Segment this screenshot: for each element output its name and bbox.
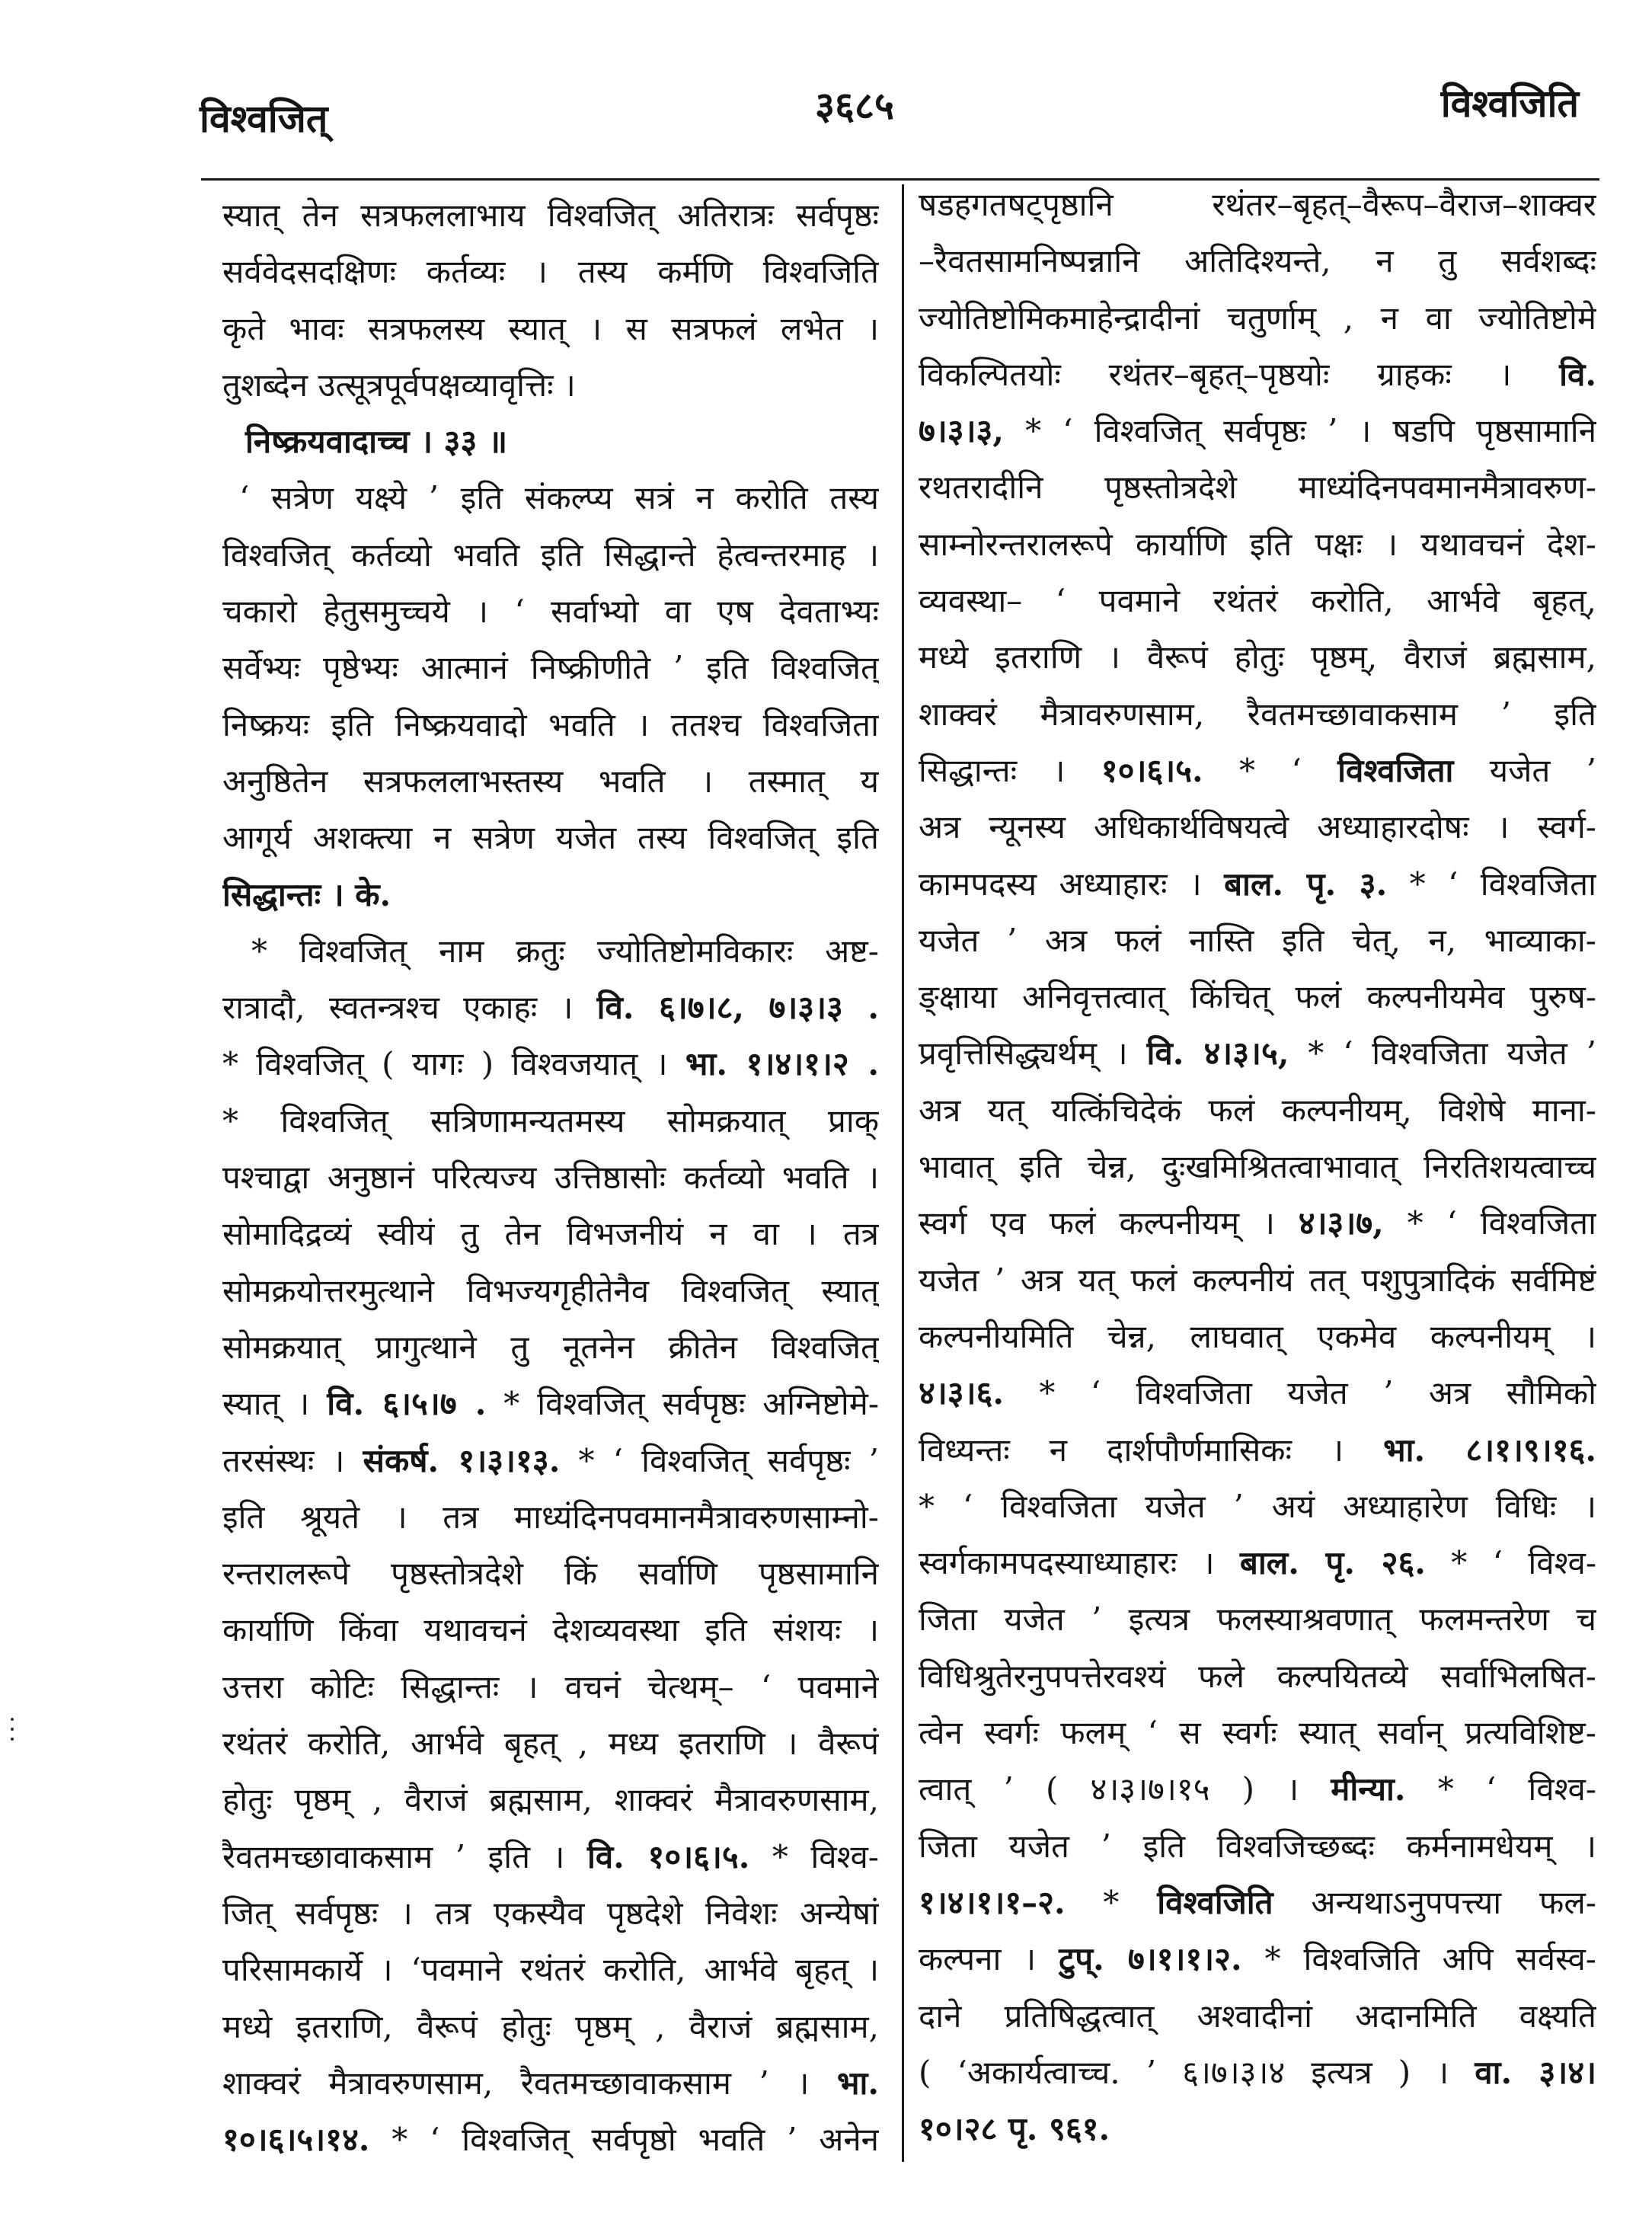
text-run: जित् सर्वपृष्ठः । तत्र एकस्यैव पृष्ठदेशे निवेशः अन्येषां: [222, 1894, 879, 1932]
bold-run: १०।६।५.: [1101, 751, 1203, 789]
text-run: अनुष्ठितेन सत्रफललाभस्तस्य भवति । तस्मात् य: [222, 762, 879, 800]
bold-run: बाल. पृ. २६.: [1239, 1544, 1426, 1582]
text-run: रथंतरं करोति, आर्भवे बृहत् , मध्य इतराणि । वैरूपं: [222, 1725, 879, 1763]
right-column-line: [919, 1195, 1596, 1252]
text-run: कल्पना ।: [919, 1940, 1059, 1978]
bold-run: वि.: [1559, 355, 1596, 393]
left-column-line: [222, 867, 879, 923]
right-column-line: [919, 1535, 1596, 1591]
bold-run: ४।३।६.: [919, 1374, 1004, 1412]
text-run: अत्र यत् यत्किंचिदेकं फलं कल्पनीयम्, विशेषे माना-: [919, 1091, 1596, 1129]
text-run: प्रवृत्तिसिद्ध्यर्थम् ।: [919, 1034, 1147, 1073]
left-column-line: [222, 640, 879, 696]
right-column-line: [919, 347, 1596, 403]
text-run: * विश्व-: [749, 1837, 879, 1875]
left-column-line: [222, 1659, 879, 1715]
text-run: मध्ये इतराणि । वैरूपं होतुः पृष्ठम्, वैराजं ब्रह्मसाम,: [919, 638, 1596, 676]
text-run: ( ‘अकार्यत्वाच्च. ’ ६।७।३।४ इत्यत्र ) ।: [919, 2053, 1475, 2091]
text-run: * विश्वजिति अपि सर्वस्व-: [1241, 1940, 1596, 1978]
running-head-right: विश्वजिति: [1440, 81, 1579, 126]
left-column-line: [222, 753, 879, 810]
right-column-line: [919, 516, 1596, 573]
right-column-line: [919, 177, 1596, 233]
text-run: रैवतमच्छावाकसाम ’ इति ।: [222, 1837, 587, 1875]
left-column-line: [222, 980, 879, 1036]
left-column-line: [222, 923, 879, 980]
right-column-line: [919, 1082, 1596, 1139]
text-run: स्वर्ग एव फलं कल्पनीयम् ।: [919, 1204, 1299, 1242]
text-run: * विश्वजित् ( यागः ) विश्वजयात् ।: [222, 1045, 685, 1083]
text-run: अन्यथाऽनुपपत्त्या फल-: [1273, 1883, 1596, 1921]
left-column: [222, 187, 879, 2168]
text-run: रात्रादौ, स्वतन्त्रश्च एकाहः ।: [222, 989, 597, 1027]
text-run: विध्यन्तः न दार्शपौर्णमासिकः ।: [919, 1431, 1384, 1469]
right-column-line: [919, 1761, 1596, 1818]
bold-run: १०।६।५।१४.: [222, 2121, 370, 2159]
left-column-line: [222, 584, 879, 640]
text-run: –रैवतसामनिष्पन्नानि अतिदिश्यन्ते, न तु सर्वशब्दः: [919, 242, 1596, 280]
right-column-line: [919, 1365, 1596, 1421]
text-run: भावात् इति चेन्न, दुःखमिश्रितत्वाभावात् निरतिशयत्वाच्च: [919, 1148, 1596, 1186]
left-column-line: [222, 697, 879, 753]
text-run: रन्तरालरूपे पृष्ठस्तोत्रदेशे किं सर्वाणि पृष्ठसामानि: [222, 1555, 879, 1593]
left-column-line: [222, 2112, 879, 2168]
left-column-line: [222, 1206, 879, 1262]
text-run: त्वेन स्वर्गः फलम् ‘ स स्वर्गः स्यात् सर्वान् प्रत्यविशिष्ट-: [919, 1714, 1596, 1752]
bold-run: वि. ४।३।५,: [1146, 1034, 1289, 1073]
text-run: रथतरादीनि पृष्ठस्तोत्रदेशे माध्यंदिनपवमानमैत्रावरुण-: [919, 468, 1596, 507]
column-divider: [902, 184, 904, 2162]
text-run: सर्ववेदसदक्षिणः कर्तव्यः । तस्य कर्मणि विश्वजिति: [222, 253, 879, 291]
text-run: सोमादिद्रव्यं स्वीयं तु तेन विभजनीयं न वा । तत्र: [222, 1215, 879, 1253]
text-run: * ‘ विश्वजिता यजेत ’ अत्र सौमिको: [1003, 1374, 1596, 1412]
bold-run: भा.: [836, 2064, 879, 2102]
text-run: * विश्वजित् सत्रिणामन्यतमस्य सोमक्रयात् प्राक्: [222, 1102, 879, 1140]
text-run: ङ्क्षाया अनिवृत्तत्वात् किंचित् फलं कल्पनीयमेव पुरुष-: [919, 978, 1596, 1016]
right-column-line: [919, 799, 1596, 855]
bold-run: ४।३।७,: [1298, 1204, 1384, 1242]
text-run: परिसामकार्ये । ‘पवमाने रथंतरं करोति, आर्भवे बृहत् ।: [222, 1951, 879, 1989]
bold-run: टुप्. ७।१।१।२.: [1059, 1940, 1242, 1978]
text-run: इति श्रूयते । तत्र माध्यंदिनपवमानमैत्रावरुणसाम्नो-: [222, 1498, 879, 1536]
right-column-line: [919, 856, 1596, 913]
text-run: सिद्धान्तः ।: [919, 751, 1101, 789]
left-column-line: [222, 1772, 879, 1828]
text-run: * ‘ विश्वजित् सर्वपृष्ठः ’ । षडपि पृष्ठसामानि: [1003, 412, 1596, 450]
bold-run: वि. ६।५।७ .: [327, 1385, 487, 1423]
text-run: * विश्वजित् सर्वपृष्ठः अग्निष्टोमे-: [486, 1385, 879, 1423]
right-column-line: [919, 573, 1596, 629]
right-column-line: [919, 459, 1596, 516]
text-run: ज्योतिष्टोमिकमाहेन्द्रादीनां चतुर्णाम् , न वा ज्योतिष्टोमे: [919, 299, 1596, 337]
text-run: कृते भावः सत्रफलस्य स्यात् । स सत्रफलं लभेत ।: [222, 309, 879, 347]
text-run: * ‘ विश्वजिता: [1383, 1204, 1596, 1242]
text-run: स्यात् तेन सत्रफललाभाय विश्वजित् अतिरात्रः सर्वपृष्ठः: [222, 197, 879, 234]
left-column-line: [222, 414, 879, 470]
text-run: * ‘ विश्वजित् सर्वपृष्ठो भवति ’ अनेन: [369, 2121, 879, 2159]
text-run: ‘ सत्रेण यक्ष्ये ’ इति संकल्प्य सत्रं न करोति तस्य: [239, 479, 879, 517]
text-run: * ‘ विश्वजित् सर्वपृष्ठः ’: [560, 1441, 879, 1479]
text-run: विकल्पितयोः रथंतर–बृहत्–पृष्ठयोः ग्राहकः ।: [919, 355, 1560, 393]
text-run: षडहगतषट्पृष्ठानि रथंतर–बृहत्–वैरूप–वैराज–शाक्वर: [919, 186, 1596, 223]
right-column-line: [919, 1705, 1596, 1761]
right-column-line: [919, 629, 1596, 686]
right-column-line: [919, 403, 1596, 459]
left-column-line: [222, 1376, 879, 1432]
text-run: * ‘ विश्वजिता यजेत ’: [1289, 1034, 1596, 1073]
left-column-line: [222, 2055, 879, 2112]
text-run: यजेत ’ अत्र फलं नास्ति इति चेत्, न, भाव्याका-: [919, 921, 1596, 959]
bold-run: वि. ६।७।८, ७।३।३ .: [596, 989, 879, 1027]
bold-run: मीन्या.: [1331, 1770, 1406, 1808]
text-run: कल्पनीयमिति चेन्न, लाघवात् एकमेव कल्पनीयम् ।: [919, 1317, 1596, 1355]
text-run: मध्ये इतराणि, वैरूपं होतुः पृष्ठम् , वैराजं ब्रह्मसाम,: [222, 2007, 879, 2045]
right-column: [919, 177, 1596, 2157]
bold-run: विश्वजिति: [1157, 1883, 1273, 1921]
bold-run: वि. १०।६।५.: [586, 1837, 750, 1875]
text-run: दाने प्रतिषिद्धत्वात् अश्वादीनां अदानमिति वक्ष्यति: [919, 1997, 1596, 2035]
left-column-line: [222, 1829, 879, 1885]
right-column-line: [919, 290, 1596, 347]
right-column-line: [919, 1139, 1596, 1195]
text-run: * ‘ विश्व-: [1405, 1770, 1596, 1808]
left-column-line: [222, 810, 879, 866]
text-run: होतुः पृष्ठम् , वैराजं ब्रह्मसाम, शाक्वरं मैत्रावरुणसाम,: [222, 1781, 879, 1819]
left-column-line: [222, 357, 879, 414]
right-column-line: [919, 1931, 1596, 1987]
bold-run: ७।३।३,: [919, 412, 1004, 450]
text-run: * ‘ विश्वजिता यजेत ’ अयं अध्याहारेण विधिः ।: [919, 1487, 1596, 1525]
text-run: उत्तरा कोटिः सिद्धान्तः । वचनं चेत्थम्– ‘ पवमाने: [222, 1667, 879, 1706]
text-run: जिता यजेत ’ इत्यत्र फलस्याश्रवणात् फलमन्तरेण च: [919, 1600, 1596, 1639]
text-run: सोमक्रयात् प्रागुत्थाने तु नूतनेन क्रीतेन विश्वजित्: [222, 1328, 879, 1366]
text-run: आगूर्य अशक्त्या न सत्रेण यजेत तस्य विश्वजित् इति: [222, 819, 879, 857]
text-run: व्यवस्था– ‘ पवमाने रथंतरं करोति, आर्भवे बृहत्,: [919, 582, 1596, 620]
text-run: तुशब्देन उत्सूत्रपूर्वपक्षव्यावृत्तिः ।: [222, 366, 576, 404]
text-run: सोमक्रयोत्तरमुत्थाने विभज्यगृहीतेनैव विश्वजित् स्यात्: [222, 1271, 879, 1309]
text-run: *: [1065, 1883, 1158, 1921]
right-column-line: [919, 1648, 1596, 1705]
bold-run: विश्वजिता: [1337, 751, 1454, 789]
left-column-line: [222, 1319, 879, 1376]
bold-run: १०।२८ पृ. ९६१.: [919, 2110, 1110, 2148]
left-column-line: [222, 1602, 879, 1658]
text-run: साम्नोरन्तरालरूपे कार्याणि इति पक्षः । यथावचनं देश-: [919, 525, 1596, 563]
bold-run: १।४।१।१–२.: [919, 1883, 1066, 1921]
left-column-line: [222, 1093, 879, 1149]
left-column-line: [222, 244, 879, 300]
bold-run: बाल. पृ. ३.: [1224, 865, 1388, 903]
left-column-line: [222, 1263, 879, 1319]
text-run: कार्याणि किंवा यथावचनं देशव्यवस्था इति संशयः ।: [222, 1611, 879, 1649]
right-column-line: [919, 1818, 1596, 1875]
text-run: जिता यजेत ’ इति विश्वजिच्छब्दः कर्मनामधेयम् ।: [919, 1827, 1596, 1865]
right-column-line: [919, 1422, 1596, 1479]
left-column-line: [222, 1999, 879, 2055]
left-column-line: [222, 527, 879, 584]
text-run: विश्वजित् कर्तव्यो भवति इति सिद्धान्ते हेत्वन्तरमाह ।: [222, 536, 879, 574]
text-run: * विश्वजित् नाम क्रतुः ज्योतिष्टोमविकारः अष्ट-: [251, 932, 879, 970]
left-column-line: [222, 1942, 879, 1998]
right-column-line: [919, 913, 1596, 969]
right-column-line: [919, 969, 1596, 1025]
bold-run: निष्क्रयवादाच्च । ३३ ॥: [245, 423, 508, 461]
right-column-line: [919, 686, 1596, 743]
text-run: शाक्वरं मैत्रावरुणसाम, रैवतमच्छावाकसाम ’ ।: [222, 2064, 837, 2102]
right-column-line: [919, 1252, 1596, 1309]
text-run: * ‘: [1203, 751, 1338, 789]
left-column-line: [222, 1036, 879, 1092]
page-number: ३६८५: [815, 83, 894, 128]
margin-dots-mark: [11, 1718, 14, 1748]
bold-run: वा. ३।४।: [1475, 2053, 1596, 2091]
text-run: अत्र न्यूनस्य अधिकार्थविषयत्वे अध्याहारदोषः । स्वर्ग-: [919, 808, 1596, 846]
left-column-line: [222, 1885, 879, 1942]
text-run: * ‘ विश्वजिता: [1387, 865, 1596, 903]
right-column-line: [919, 233, 1596, 289]
running-head-left: विश्वजित्: [200, 96, 328, 141]
text-run: सर्वेभ्यः पृष्ठेभ्यः आत्मानं निष्क्रीणीते ’ इति विश्वजित्: [222, 649, 879, 687]
bold-run: संकर्ष. १।३।१३.: [363, 1441, 561, 1479]
left-column-line: [222, 1149, 879, 1206]
text-run: पश्चाद्वा अनुष्ठानं परित्यज्य उत्तिष्ठासोः कर्तव्यो भवति ।: [222, 1159, 879, 1197]
text-run: * ‘ विश्व-: [1425, 1544, 1596, 1582]
right-column-line: [919, 1479, 1596, 1535]
text-run: शाक्वरं मैत्रावरुणसाम, रैवतमच्छावाकसाम ’ इति: [919, 695, 1596, 733]
left-column-line: [222, 1433, 879, 1489]
left-column-line: [222, 301, 879, 357]
text-run: यजेत ’: [1453, 751, 1596, 789]
right-column-line: [919, 2101, 1596, 2157]
text-run: तरसंस्थः ।: [222, 1441, 363, 1479]
text-run: त्वात् ’ ( ४।३।७।१५ ) ।: [919, 1770, 1331, 1808]
right-column-line: [919, 1025, 1596, 1082]
left-column-line: [222, 470, 879, 526]
left-column-line: [222, 187, 879, 244]
right-column-line: [919, 1591, 1596, 1648]
right-column-line: [919, 2045, 1596, 2101]
right-column-line: [919, 1988, 1596, 2045]
text-run: स्वर्गकामपदस्याध्याहारः ।: [919, 1544, 1240, 1582]
text-run: निष्क्रयः इति निष्क्रयवादो भवति । ततश्च विश्वजिता: [222, 705, 879, 743]
bold-run: भा. ८।१।९।१६.: [1383, 1431, 1596, 1469]
right-column-line: [919, 1309, 1596, 1365]
text-run: स्यात् ।: [222, 1385, 328, 1423]
text-run: कामपदस्य अध्याहारः ।: [919, 865, 1225, 903]
right-column-line: [919, 743, 1596, 799]
text-run: चकारो हेतुसमुच्चये । ‘ सर्वाभ्यो वा एष देवताभ्यः: [222, 593, 879, 631]
bold-run: सिद्धान्तः । के.: [222, 875, 391, 913]
text-run: यजेत ’ अत्र यत् फलं कल्पनीयं तत् पशुपुत्रादिकं सर्वमिष्टं: [919, 1261, 1596, 1299]
left-column-line: [222, 1489, 879, 1546]
left-column-line: [222, 1715, 879, 1772]
right-column-line: [919, 1875, 1596, 1931]
text-run: विधिश्रुतेरनुपपत्तेरवश्यं फले कल्पयितव्ये सर्वाभिलषित-: [919, 1657, 1596, 1695]
left-column-line: [222, 1546, 879, 1602]
bold-run: भा. १।४।१।२ .: [685, 1045, 879, 1083]
